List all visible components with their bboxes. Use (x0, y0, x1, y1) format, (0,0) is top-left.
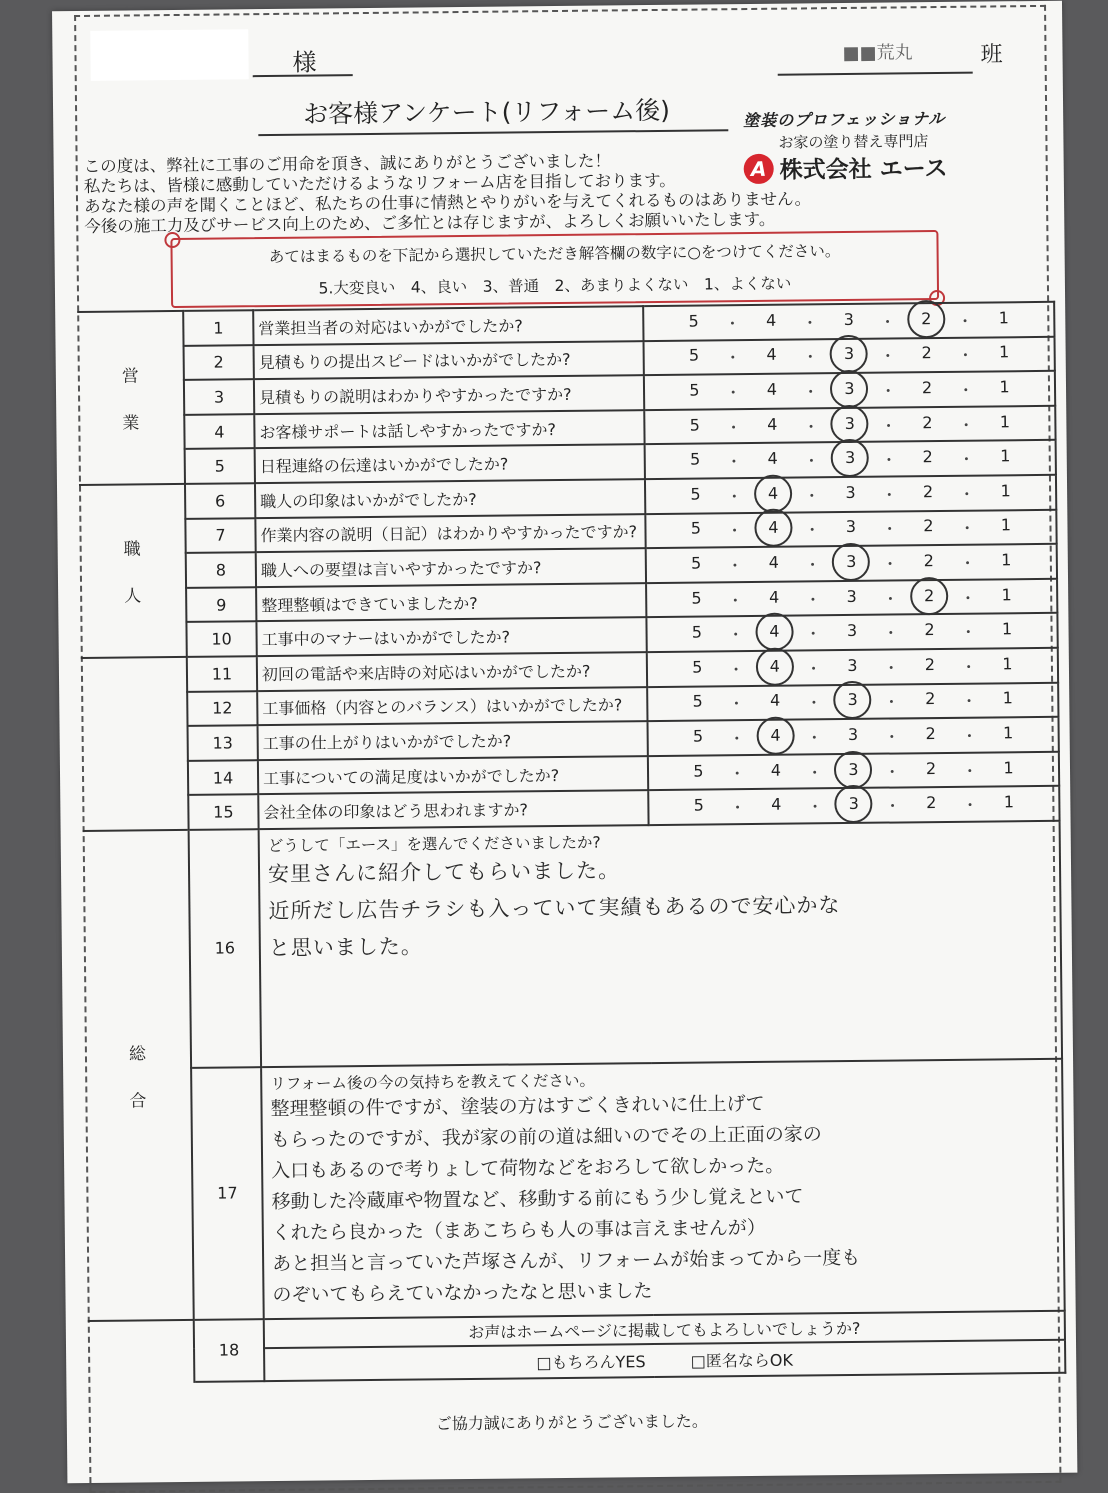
scale-separator: ・ (883, 692, 900, 712)
question-number: 6 (185, 483, 255, 518)
question-number: 4 (184, 414, 254, 449)
rating-option[interactable]: 5 (692, 691, 703, 711)
question-text: 工事についての満足度はいかがでしたか? (258, 756, 648, 795)
question-number: 13 (188, 725, 258, 760)
category-char: 業 (122, 413, 140, 435)
scale-separator: ・ (881, 519, 898, 539)
scale-separator: ・ (725, 383, 742, 403)
rating-scale (646, 613, 1057, 652)
rating-option[interactable]: 2 (922, 447, 933, 467)
rating-option[interactable]: 5 (688, 345, 700, 366)
scale-separator: ・ (728, 728, 745, 749)
handwritten-line: 安里さんに紹介してもらいました。 (267, 858, 621, 886)
scale-separator: ・ (802, 382, 819, 402)
category-char: 職 (123, 539, 141, 561)
category-blank (88, 1320, 195, 1383)
question-text: 初回の電話や来店時の対応はいかがでしたか? (257, 652, 647, 691)
question-text: 会社全体の印象はどう思われますか? (258, 790, 648, 829)
rating-option[interactable]: 2 (925, 689, 936, 709)
question-number: 8 (186, 552, 256, 587)
scale-separator: ・ (725, 452, 743, 472)
survey-sheet (52, 1, 1077, 1483)
rating-option[interactable]: 2 (922, 481, 934, 501)
rating-option[interactable]: 5 (691, 553, 702, 573)
rating-option[interactable]: 5 (691, 588, 702, 608)
rating-option[interactable]: 1 (999, 411, 1011, 431)
rating-option[interactable]: 1 (999, 377, 1010, 397)
category-overall-lower (83, 830, 194, 1321)
scale-separator: ・ (957, 346, 974, 366)
scale-separator: ・ (958, 449, 975, 469)
scale-separator: ・ (804, 520, 821, 540)
scale-separator: ・ (727, 590, 744, 610)
rating-option[interactable]: 5 (692, 726, 704, 746)
rating-option-selected[interactable]: 3 (840, 344, 858, 367)
handwritten-line: あと担当と言っていた芦塚さんが、リフォームが始まってから一度も (272, 1246, 861, 1275)
intro-line: 今後の施工力及びサービス向上のため、ご多忙とは存じますが、よろしくお願いいたします。 (84, 209, 776, 236)
rating-option[interactable]: 1 (998, 308, 1009, 328)
rating-option[interactable]: 2 (924, 654, 936, 674)
scale-separator: ・ (882, 589, 899, 609)
rating-option[interactable]: 3 (847, 724, 859, 744)
scale-separator: ・ (883, 658, 900, 678)
rating-option-selected[interactable]: 4 (765, 622, 783, 645)
question-text: 工事の仕上がりはいかがでしたか? (258, 721, 648, 760)
scale-separator: ・ (726, 486, 743, 507)
handwritten-line: 整理整頓の件ですが、塗装の方はすごくきれいに仕上げて (270, 1092, 765, 1120)
rating-option[interactable]: 4 (766, 310, 777, 330)
category-char: 営 (121, 366, 139, 388)
question-number: 9 (186, 587, 256, 622)
scale-separator: ・ (725, 417, 742, 437)
scale-separator: ・ (804, 589, 821, 609)
rating-option[interactable]: 1 (1002, 688, 1013, 708)
question-text: 職人の印象はいかがでしたか? (255, 479, 645, 518)
handwritten-line: 入口もあるので考りょして荷物などをおろして欲しかった。 (271, 1154, 785, 1182)
survey-table (77, 301, 1066, 1384)
scale-separator: ・ (729, 798, 746, 818)
scale-separator: ・ (959, 553, 976, 573)
scale-separator: ・ (806, 728, 823, 748)
q17-prompt: リフォーム後の今の気持ちを教えてください。 (270, 1071, 596, 1093)
rating-option[interactable]: 4 (766, 345, 777, 365)
q17-answer-box (261, 1059, 1065, 1319)
question-number: 16 (189, 829, 261, 1068)
rating-scale (648, 786, 1059, 825)
group-suffix: 班 (980, 42, 1003, 68)
rating-option[interactable]: 4 (771, 794, 782, 814)
rating-option[interactable]: 5 (690, 518, 702, 538)
scale-separator: ・ (804, 555, 821, 575)
handwritten-line: のぞいてもらえていなかったなと思いました (272, 1279, 653, 1306)
question-text: 見積もりの説明はわかりやすかったですか? (254, 375, 644, 414)
rating-option-selected[interactable]: 3 (840, 379, 858, 402)
intro-line: この度は、弊社に工事のご用命を頂き、誠にありがとうございました！ (83, 151, 612, 176)
scale-separator: ・ (883, 727, 900, 747)
question-number: 10 (186, 622, 256, 657)
rating-option[interactable]: 2 (925, 723, 936, 744)
handwritten-line: 移動した冷蔵庫や物置など、移動する前にもう少し覚えといて (271, 1185, 804, 1213)
ace-logo-icon: A (744, 153, 774, 183)
instruction-banner (170, 230, 939, 308)
rating-option[interactable]: 2 (926, 793, 937, 813)
rating-option[interactable]: 1 (1000, 481, 1011, 501)
scale-separator: ・ (802, 347, 819, 367)
question-number: 15 (188, 794, 258, 829)
rating-option-selected[interactable]: 3 (844, 759, 862, 782)
scale-separator: ・ (806, 797, 824, 817)
handwritten-line: もらったのですが、我が家の前の道は細いのでその上正面の家の (270, 1123, 822, 1151)
scale-separator: ・ (729, 763, 746, 783)
checkbox-yes[interactable]: □もちろんYES (536, 1352, 646, 1373)
scale-separator: ・ (726, 521, 743, 541)
rating-option[interactable]: 4 (767, 414, 778, 434)
rating-option[interactable]: 3 (846, 586, 857, 606)
scale-separator: ・ (803, 486, 820, 506)
scale-separator: ・ (728, 694, 745, 714)
scale-separator: ・ (724, 313, 741, 334)
q18-options (264, 1340, 1065, 1381)
question-number: 1 (183, 310, 253, 345)
rating-option-selected[interactable]: 3 (844, 690, 862, 713)
scale-legend: 5.大変良い 4、良い 3、普通 2、あまりよくない 1、よくない (318, 274, 792, 298)
scale-separator: ・ (957, 380, 974, 400)
rating-option[interactable]: 5 (692, 657, 703, 677)
scale-separator: ・ (879, 312, 896, 332)
scale-separator: ・ (724, 348, 741, 368)
scale-separator: ・ (805, 624, 822, 644)
rating-scale (645, 440, 1056, 479)
rating-option[interactable]: 2 (922, 412, 933, 432)
scale-separator: ・ (961, 761, 978, 781)
scale-separator: ・ (727, 625, 744, 645)
rating-option-selected[interactable]: 3 (841, 413, 859, 436)
rating-option[interactable]: 2 (921, 343, 932, 363)
scale-separator: ・ (727, 659, 745, 679)
rating-option[interactable]: 5 (693, 795, 704, 815)
rating-option[interactable]: 4 (769, 691, 781, 711)
rating-option[interactable]: 2 (923, 551, 934, 571)
rating-option[interactable]: 5 (693, 761, 704, 781)
question-text: 職人への要望は言いやすかったですか? (256, 548, 646, 587)
rating-option[interactable]: 5 (691, 622, 703, 642)
rating-option-selected[interactable]: 3 (845, 794, 863, 817)
q16-prompt: どうして「エース」を選んでくださいましたか? (267, 833, 601, 855)
category-char: 人 (124, 586, 142, 608)
scale-separator: ・ (880, 450, 898, 470)
rating-scale (646, 544, 1057, 583)
rating-option[interactable]: 5 (689, 380, 700, 400)
intro-text (84, 149, 812, 237)
scale-separator: ・ (881, 485, 898, 505)
question-text: 見積もりの提出スピードはいかがでしたか? (254, 341, 644, 380)
tagline: 塗装のプロフェッショナル (743, 108, 946, 131)
rating-option[interactable]: 3 (845, 482, 856, 502)
scale-separator: ・ (880, 416, 897, 436)
question-text: 作業内容の説明（日記）はわかりやすかったですか? (255, 514, 645, 553)
rating-option-selected[interactable]: 2 (920, 586, 938, 609)
scale-separator: ・ (802, 416, 820, 437)
rating-option[interactable]: 2 (924, 620, 935, 640)
scale-separator: ・ (882, 623, 899, 643)
question-text: 工事中のマナーはいかがでしたか? (256, 617, 646, 656)
rating-option[interactable]: 1 (1003, 792, 1015, 812)
rating-option[interactable]: 4 (768, 587, 780, 607)
question-text: 整理整頓はできていましたか? (256, 583, 646, 622)
rating-option[interactable]: 2 (923, 516, 934, 536)
question-text: 営業担当者の対応はいかがでしたか? (253, 306, 643, 345)
category-craftsmen (79, 484, 187, 658)
company-name: 株式会社 エース (779, 155, 948, 184)
question-text: 日程連絡の伝達はいかがでしたか? (255, 444, 645, 483)
rating-option[interactable]: 4 (768, 552, 779, 572)
rating-scale (647, 682, 1058, 721)
handwritten-line: 近所だし広告チラシも入っていて実績もあるので安心かな (268, 892, 841, 923)
rating-option[interactable]: 5 (689, 415, 700, 435)
rating-option[interactable]: 5 (689, 449, 701, 469)
scale-separator: ・ (958, 415, 975, 435)
scale-separator: ・ (879, 346, 896, 367)
rating-option-selected[interactable]: 4 (764, 483, 782, 506)
rating-option[interactable]: 5 (690, 484, 701, 504)
intro-line: あなた様の声を聞くことほど、私たちの仕事に情熱とやりがいを与えてくれるものはありません。 (83, 189, 812, 216)
question-number: 3 (184, 379, 254, 414)
rating-scale (645, 475, 1056, 514)
subtagline: お家の塗り替え専門店 (778, 132, 929, 152)
category-overall (81, 657, 189, 831)
scale-separator: ・ (960, 691, 978, 712)
q18-prompt: お声はホームページに掲載してもよろしいでしょうか? (264, 1311, 1065, 1348)
rating-option-selected[interactable]: 4 (766, 726, 784, 749)
category-sales (77, 311, 185, 485)
rating-option[interactable]: 1 (1000, 515, 1012, 535)
rating-option[interactable]: 1 (1001, 584, 1012, 604)
rating-scale (646, 579, 1057, 618)
handwritten-line: くれたら良かった（まあこちらも人の事は言えませんが） (271, 1216, 766, 1244)
q16-answer-box (259, 821, 1062, 1067)
scale-separator: ・ (959, 519, 976, 539)
rating-option[interactable]: 1 (1000, 446, 1011, 466)
scale-separator: ・ (962, 795, 979, 815)
question-number: 5 (185, 449, 255, 484)
rating-option[interactable]: 2 (925, 758, 937, 778)
question-number: 7 (185, 518, 255, 553)
question-number: 11 (187, 656, 257, 691)
checkbox-anonymous[interactable]: □匿名ならOK (690, 1350, 794, 1371)
rating-option[interactable]: 3 (845, 517, 857, 537)
question-number: 14 (188, 760, 258, 795)
instruction-line: あてはまるものを下記から選択していただき解答欄の数字に○をつけてください。 (268, 242, 841, 267)
rating-option[interactable]: 5 (688, 311, 699, 331)
rating-option[interactable]: 1 (1001, 619, 1013, 639)
scale-separator: ・ (961, 726, 978, 746)
question-number: 2 (184, 345, 254, 380)
rating-option[interactable]: 3 (846, 621, 858, 641)
rating-option[interactable]: 1 (998, 342, 1010, 362)
rating-option[interactable]: 4 (770, 760, 782, 780)
rating-option[interactable]: 1 (1003, 757, 1014, 777)
scale-separator: ・ (960, 622, 977, 642)
rating-option-selected[interactable]: 2 (917, 309, 935, 332)
category-char: 総 (128, 1044, 147, 1065)
question-number: 12 (187, 691, 257, 726)
question-number: 17 (191, 1067, 264, 1320)
rating-option[interactable]: 1 (1002, 723, 1014, 743)
rating-option[interactable]: 1 (1001, 550, 1012, 570)
scale-separator: ・ (884, 761, 901, 782)
honorific: 様 (292, 48, 317, 77)
handwritten-line: と思いました。 (268, 934, 423, 960)
rating-option[interactable]: 2 (921, 378, 933, 398)
page-title: お客様アンケート(リフォーム後) (302, 95, 671, 129)
rating-option-selected[interactable]: 4 (766, 656, 784, 679)
redacted-name (90, 29, 249, 81)
scale-separator: ・ (805, 693, 823, 713)
scale-separator: ・ (960, 657, 977, 677)
question-text: 工事価格（内容とのバランス）はいかがでしたか? (257, 687, 647, 726)
rating-option[interactable]: 3 (843, 309, 854, 329)
scale-separator: ・ (956, 311, 974, 331)
question-number: 18 (194, 1319, 265, 1382)
category-char: 合 (129, 1091, 147, 1112)
rating-option[interactable]: 1 (1002, 654, 1013, 674)
group-name: ■■荒丸 (842, 42, 913, 65)
scale-separator: ・ (959, 588, 977, 608)
scale-separator: ・ (806, 762, 823, 782)
scale-separator: ・ (801, 313, 819, 333)
scale-separator: ・ (958, 484, 975, 504)
rating-option[interactable]: 4 (766, 379, 778, 399)
intro-line: 私たちは、皆様に感動していただけるようなリフォーム店を目指しております。 (83, 170, 676, 196)
rating-option-selected[interactable]: 3 (842, 552, 860, 575)
scale-separator: ・ (880, 381, 897, 401)
question-text: お客様サポートは話しやすかったですか? (254, 410, 644, 449)
scale-separator: ・ (884, 796, 901, 816)
rating-option-selected[interactable]: 4 (764, 518, 782, 541)
scale-separator: ・ (805, 659, 822, 679)
scale-separator: ・ (881, 554, 899, 574)
scale-separator: ・ (726, 556, 744, 576)
rating-option[interactable]: 3 (847, 655, 858, 675)
footer-thanks: ご協力誠にありがとうございました。 (435, 1411, 708, 1434)
rating-option[interactable]: 4 (767, 448, 778, 468)
rating-option-selected[interactable]: 3 (841, 448, 859, 471)
scale-separator: ・ (803, 451, 820, 471)
